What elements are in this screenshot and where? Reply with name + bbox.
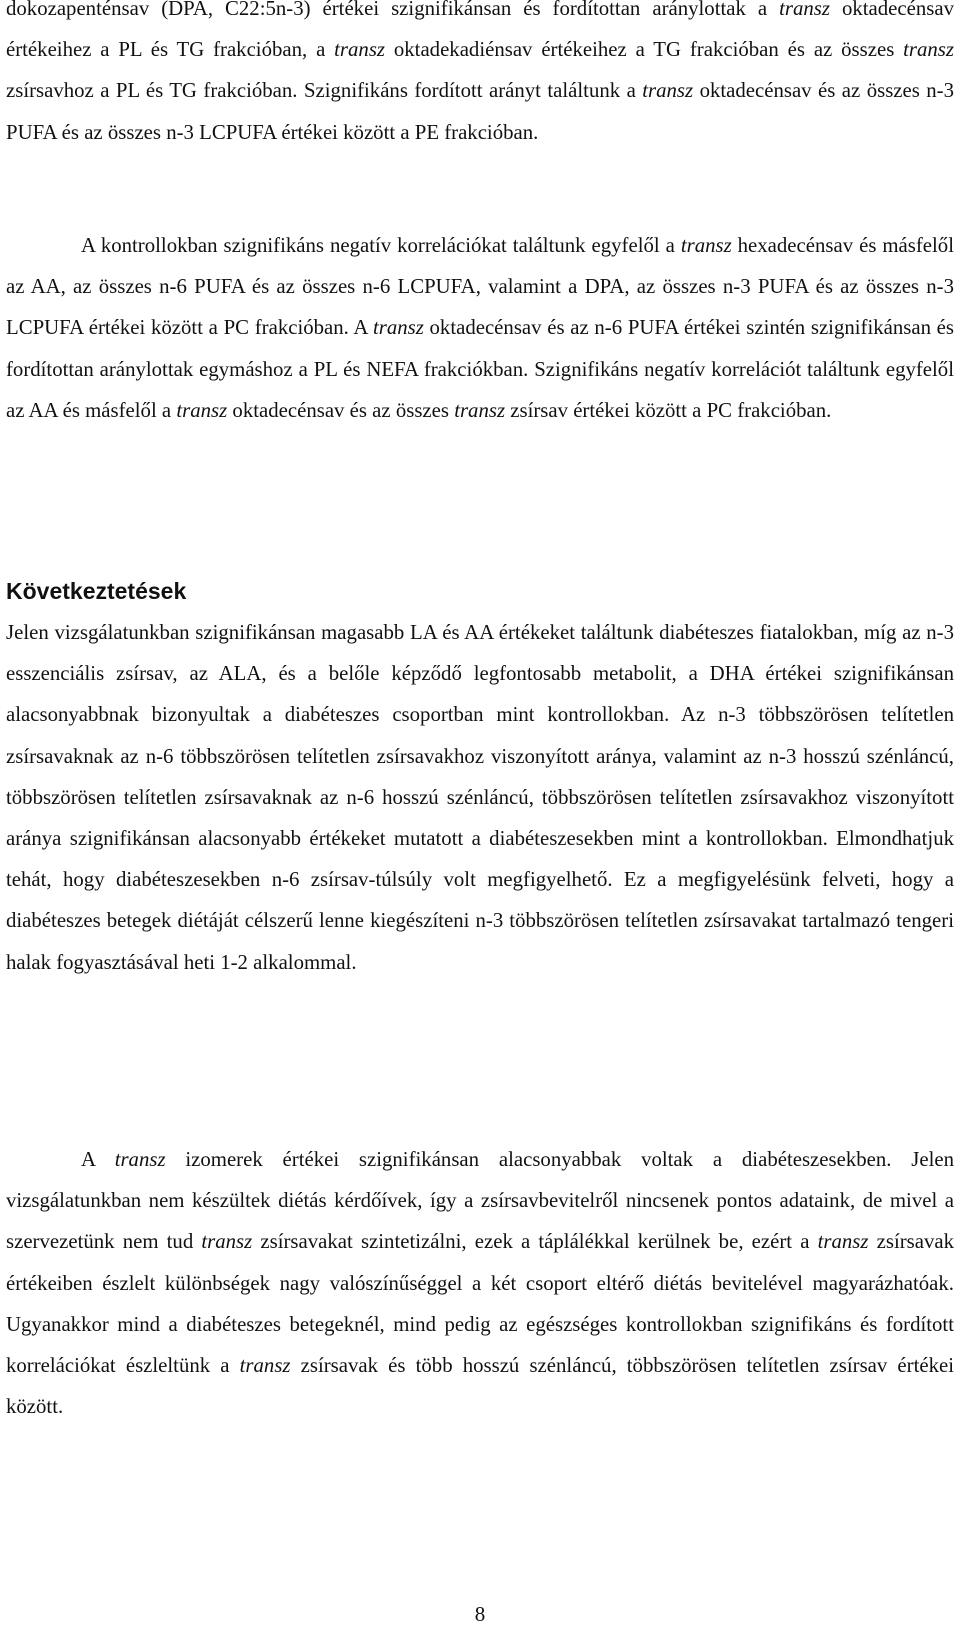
text-run: Jelen vizsgálatunkban szignifikánsan magasabb LA és AA értékeket találtunk diabéteszes fiatalokban, míg az n-3 esszenciális zsírsav, az ALA, és a belőle képződő legfontosabb metabolit, a DHA értékei szignifikánsan alacsonyabbnak bizonyultak a diabéteszes csoportban mint kontrollokban. Az n-3 többszörösen telítetlen zsírsavaknak az n-6 többszörösen telítetlen zsírsavakhoz viszonyított aránya, valamint az n-3 hosszú szénláncú, többszörösen telítetlen zsírsavaknak az n-6 hosszú szénláncú, többszörösen telítetlen zsírsavakhoz viszonyított aránya szignifikánsan alacsonyabb értékeket mutatott a diabéteszesekben mint a kontrollokban. Elmondhatjuk tehát, hogy diabéteszesekben n-6 zsírsav-túlsúly volt megfigyelhető. Ez a megfigyelésünk felveti, hogy a diabéteszes betegek diétáját célszerű lenne kiegészíteni n-3 többszörösen telítetlen zsírsavakat tartalmazó tengeri halak fogyasztásával heti 1-2 alkalommal. (6, 621, 954, 974)
italic-term: transz (372, 316, 424, 340)
text-run: A kontrollokban szignifikáns negatív korrelációkat találtunk egyfelől a (81, 234, 681, 257)
text-run: zsírsavhoz a PL és TG frakcióban. Szignifikáns fordított arányt találtunk a (6, 79, 643, 103)
italic-term: transz (779, 0, 830, 20)
italic-term: transz (454, 398, 506, 422)
italic-term: transz (903, 38, 954, 62)
italic-term: transz (817, 1230, 869, 1254)
text-run: oktadecénsav és az összes n-3 PUFA és az összes n-3 LCPUFA értékei között a PE frakcióban. (6, 79, 955, 144)
paragraph-control-correlations (6, 225, 954, 431)
italic-term: transz (201, 1230, 253, 1254)
text-run: oktadecénsav és az összes (227, 398, 455, 422)
italic-term: transz (114, 1148, 166, 1171)
text-run: zsírsav értékei között a PC frakcióban. (505, 398, 832, 422)
text-run: oktadecénsav és az n-6 PUFA értékei szintén szignifikánsan és fordítottan aránylottak egymáshoz a PL és NEFA frakciókban. Szignifikáns negatív korrelációt találtunk egyfelől az AA és másfelől a (6, 316, 954, 422)
page-number: 8 (474, 1602, 486, 1626)
italic-term: transz (334, 38, 386, 62)
text-run: oktadecénsav értékeihez a PL és TG frakcióban, a (6, 0, 954, 62)
section-heading: Következtetések (6, 578, 187, 604)
text-run: dokozapenténsav (DPA, C22:5n-3) értékei szignifikánsan és fordítottan aránylottak a (6, 0, 780, 20)
text-run: zsírsavakat szintetizálni, ezek a táplálékkal kerülnek be, ezért a (252, 1230, 818, 1254)
text-run: A (81, 1148, 115, 1171)
italic-term: transz (239, 1354, 291, 1378)
text-run: oktadekadiénsav értékeihez a TG frakcióban és az összes (385, 38, 904, 62)
italic-term: transz (176, 398, 228, 422)
italic-term: transz (680, 234, 732, 257)
paragraph-conclusions (6, 612, 954, 983)
text-run: izomerek értékei szignifikánsan alacsonyabbak voltak a diabéteszesekben. Jelen vizsgálatunkban nem készültek diétás kérdőívek, így a zsírsavbevitelről nincsenek pontos adataink, de mivel a szervezetünk nem tud (6, 1148, 954, 1254)
paragraph-dpa-correlations (6, 0, 954, 153)
text-run: zsírsavak és több hosszú szénláncú, többszörösen telítetlen zsírsav értékei között. (6, 1354, 954, 1419)
text-run: hexadecénsav és másfelől az AA, az összes n-6 PUFA és az összes n-6 LCPUFA, valamint a DPA, az összes n-3 PUFA és az összes n-3 LCPUFA értékei között a PC frakcióban. A (6, 234, 954, 340)
paragraph-trans-isomers (6, 1139, 954, 1427)
text-run: zsírsavak értékeiben észlelt különbségek nagy valószínűséggel a két csoport eltérő diétás bevitelével magyarázhatóak. Ugyanakkor mind a diabéteszes betegeknél, mind pedig az egészséges kontrollokban szignifikáns és fordított korrelációkat észleltünk a (6, 1230, 954, 1378)
italic-term: transz (642, 79, 694, 103)
